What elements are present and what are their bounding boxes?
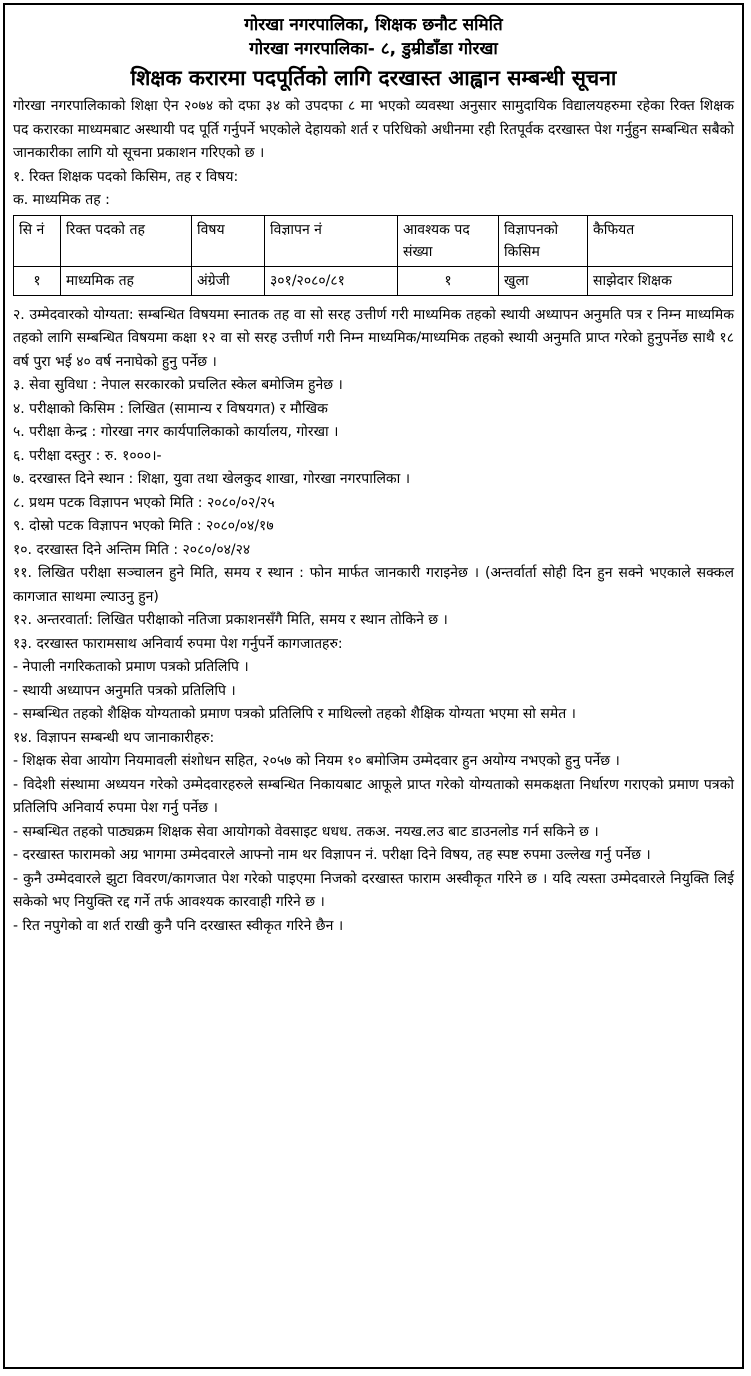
item-qualification: २. उम्मेदवारको योग्यता: सम्बन्धित विषयमा स्नातक तह वा सो सरह उत्तीर्ण गरी माध्यमिक तहको स्थायी अध्यापन अनुमति पत्र र निम्न माध्यमिक तहको लागि सम्बन्धित विषयमा कक्षा १२ वा सो सरह उत्तीर्ण गरी निम्न माध्यमिक/माध्यमिक तहको स्थायी अनुमति प्राप्त गरेको हुनुपर्नेछ साथै १८ वर्ष पुरा भई ४० वर्ष ननाघेको हुनु पर्नेछ । <box>13 306 734 370</box>
cell-type: खुला <box>499 266 588 295</box>
col-type: विज्ञापनको किसिम <box>499 215 588 266</box>
cell-sn: १ <box>14 266 61 295</box>
cell-count: १ <box>398 266 499 295</box>
table-row <box>14 266 733 295</box>
item-first-advert-date: ८. प्रथम पटक विज्ञापन भएको मिति : २०८०/०२/२५ <box>13 494 275 511</box>
item-exam-center: ५. परीक्षा केन्द्र : गोरखा नगर कार्यपालिकाको कार्यालय, गोरखा । <box>13 424 339 440</box>
item-exam-type: ४. परीक्षाको किसिम : लिखित (सामान्य र विषयगत) र मौखिक <box>13 400 328 417</box>
item-documents-heading: १३. दरखास्त फारामसाथ अनिवार्य रुपमा पेश गर्नुपर्ने कागजातहरु: <box>13 635 343 652</box>
list-item: - सम्बन्धित तहको पाठ्यक्रम शिक्षक सेवा आयोगको वेवसाइट धधध. तकअ. नयख.लउ बाट डाउनलोड गर्न सकिने छ । <box>13 823 599 840</box>
section-1-sub: क. माध्यमिक तह : <box>13 192 110 208</box>
col-sn: सि नं <box>14 215 61 266</box>
table-header-row <box>14 215 733 266</box>
list-item: - नेपाली नगरिकताको प्रमाण पत्रको प्रतिलिपि । <box>13 659 249 675</box>
col-advert-no: विज्ञापन नं <box>265 215 398 266</box>
item-interview: १२. अन्तरवार्ता: लिखित परीक्षाको नतिजा प्रकाशनसँगै मिति, समय र स्थान तोकिने छ । <box>13 612 448 628</box>
item-deadline: १०. दरखास्त दिने अन्तिम मिति : २०८०/०४/२४ <box>13 541 251 558</box>
item-submission-place: ७. दरखास्त दिने स्थान : शिक्षा, युवा तथा खेलकुद शाखा, गोरखा नगरपालिका । <box>13 471 411 487</box>
intro-paragraph: गोरखा नगरपालिकाको शिक्षा ऐन २०७४ को दफा ३४ को उपदफा ८ मा भएको व्यवस्था अनुसार सामुदायिक विद्यालयहरुमा रहेका रिक्त शिक्षक पद करारका माध्यमबाट अस्थायी पद पूर्ति गर्नुपर्ने भएकोले देहायको शर्त र परिधिको अधीनमा रही रितपूर्वक दरखास्त पेश गर्नुहुन सम्बन्धित सबैको जानकारीका लागि यो सूचना प्रकाशन गरिएको छ । <box>13 98 734 161</box>
item-written-exam: ११. लिखित परीक्षा सञ्चालन हुने मिति, समय र स्थान : फोन मार्फत जानकारी गराइनेछ । (अन्तर्वार्ता सोही दिन हुन सक्ने भएकाले सक्कल कागजात साथमा ल्याउनु हुन) <box>13 565 734 605</box>
vacancy-table <box>13 215 733 296</box>
col-level: रिक्त पदको तह <box>61 215 192 266</box>
col-remarks: कैफियत <box>588 215 733 266</box>
list-item: - विदेशी संस्थामा अध्ययन गरेको उम्मेदवारहरुले सम्बन्धित निकायबाट आफूले प्राप्त गरेको योग्यताको समकक्षता निर्धारण गराएको प्रमाण पत्रको प्रतिलिपि अनिवार्य रुपमा पेश गर्नु पर्नेछ । <box>13 776 734 816</box>
item-additional-info-heading: १४. विज्ञापन सम्बन्धी थप जानाकारीहरु: <box>13 729 215 746</box>
col-count: आवश्यक पद संख्या <box>398 215 499 266</box>
col-subject: विषय <box>192 215 265 266</box>
list-item: - स्थायी अध्यापन अनुमति पत्रको प्रतिलिपि । <box>13 682 236 699</box>
org-name: गोरखा नगरपालिका, शिक्षक छनौट समिति <box>244 15 503 35</box>
list-item: - सम्बन्धित तहको शैक्षिक योग्यताको प्रमाण पत्रको प्रतिलिपि र माथिल्लो तहको शैक्षिक योग्यता भएमा सो समेत । <box>13 706 576 722</box>
list-item: - दरखास्त फारामको अग्र भागमा उम्मेदवारले आफ्नो नाम थर विज्ञापन नं. परीक्षा दिने विषय, तह स्पष्ट रुपमा उल्लेख गर्नु पर्नेछ । <box>13 847 651 863</box>
notice-title: शिक्षक करारमा पदपूर्तिको लागि दरखास्त आह्वान सम्बन्धी सूचना <box>130 66 617 90</box>
notice-document <box>3 3 744 1369</box>
item-benefits: ३. सेवा सुविधा : नेपाल सरकारको प्रचलित स्केल बमोजिम हुनेछ । <box>13 377 343 393</box>
list-item: - शिक्षक सेवा आयोग नियमावली संशोधन सहित, २०५७ को नियम १० बमोजिम उम्मेदवार हुन अयोग्य नभएको हुनु पर्नेछ । <box>13 753 620 769</box>
cell-level: माध्यमिक तह <box>61 266 192 295</box>
list-item: - रित नपुगेको वा शर्त राखी कुनै पनि दरखास्त स्वीकृत गरिने छैन । <box>13 917 344 934</box>
cell-advert-no: ३०१/२०८०/८१ <box>265 266 398 295</box>
item-second-advert-date: ९. दोस्रो पटक विज्ञापन भएको मिति : २०८०/०४/१७ <box>13 518 274 534</box>
list-item: - कुनै उम्मेदवारले झुटा विवरण/कागजात पेश गरेको पाइएमा निजको दरखास्त फाराम अस्वीकृत गरिने छ । यदि त्यस्ता उम्मेदवारले नियुक्ति लिई सकेको भए नियुक्ति रद्द गर्ने तर्फ आवश्यक कारवाही गरिने छ । <box>13 870 734 910</box>
notice-body <box>5 93 742 938</box>
cell-subject: अंग्रेजी <box>192 266 265 295</box>
org-address: गोरखा नगरपालिका- ८, डुम्रीडाँडा गोरखा <box>249 39 498 59</box>
cell-remarks: साझेदार शिक्षक <box>588 266 733 295</box>
item-exam-fee: ६. परीक्षा दस्तुर : रु. १०००।- <box>13 447 162 464</box>
section-1-heading: १. रिक्त शिक्षक पदको किसिम, तह र विषय: <box>13 168 239 185</box>
